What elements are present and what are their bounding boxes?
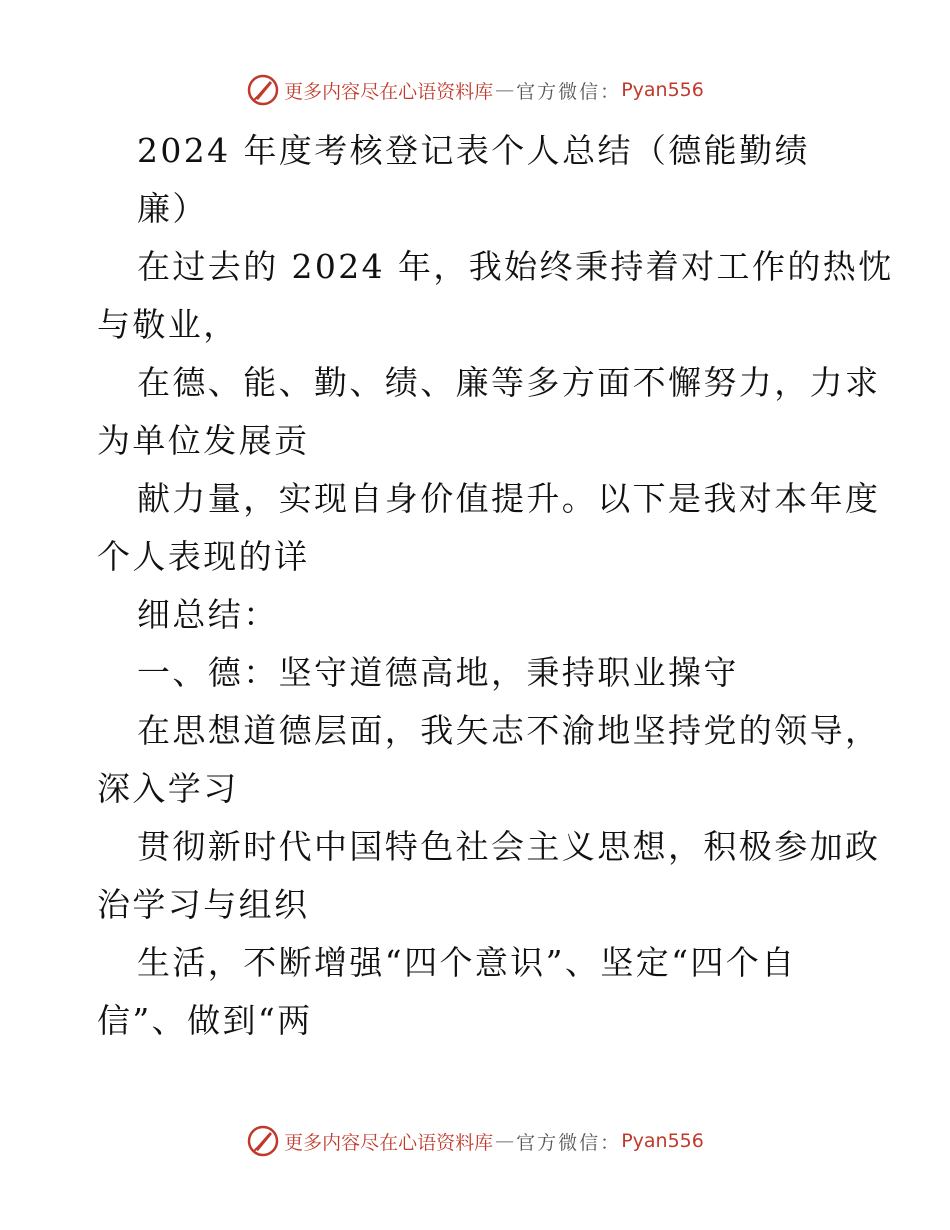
document-body: [97, 122, 894, 1050]
document-title-line-1: 2024 年度考核登记表个人总结（德能勤绩: [137, 131, 810, 170]
watermark-separator: —: [495, 79, 515, 101]
paragraph-line: 治学习与组织: [97, 885, 310, 924]
watermark-account: Pyan556: [621, 79, 704, 101]
watermark-label: 官方微信：: [516, 80, 622, 103]
paragraph-line: 在德、能、勤、绩、廉等多方面不懈努力，力求: [137, 363, 881, 402]
paragraph-line: 细总结：: [137, 595, 279, 634]
paragraph-line: 在过去的 2024 年，我始终秉持着对工作的热忱: [137, 247, 894, 286]
watermark-label: 官方微信：: [516, 1131, 622, 1154]
section-heading: 一、德：坚守道德高地，秉持职业操守: [137, 653, 739, 692]
paragraph-line: 贯彻新时代中国特色社会主义思想，积极参加政: [137, 827, 881, 866]
watermark-account: Pyan556: [621, 1130, 704, 1152]
quill-logo-icon: [246, 1124, 280, 1158]
document-title-line-2: 廉）: [137, 189, 208, 228]
paragraph-line: 在思想道德层面，我矢志不渝地坚持党的领导，: [137, 711, 881, 750]
watermark-brand: 更多内容尽在心语资料库: [284, 1131, 494, 1154]
watermark-separator: —: [495, 1130, 515, 1152]
paragraph-line: 个人表现的详: [97, 537, 310, 576]
quill-logo-icon: [246, 73, 280, 107]
paragraph-line: 深入学习: [97, 769, 239, 808]
paragraph-line: 生活，不断增强“四个意识”、坚定“四个自: [137, 943, 797, 982]
paragraph-line: 信”、做到“两: [97, 1001, 313, 1040]
watermark-brand: 更多内容尽在心语资料库: [284, 80, 494, 103]
paragraph-line: 献力量，实现自身价值提升。以下是我对本年度: [137, 479, 881, 518]
footer-watermark: [0, 1124, 950, 1158]
paragraph-line: 与敬业，: [97, 305, 239, 344]
header-watermark: [0, 73, 950, 107]
paragraph-line: 为单位发展贡: [97, 421, 310, 460]
